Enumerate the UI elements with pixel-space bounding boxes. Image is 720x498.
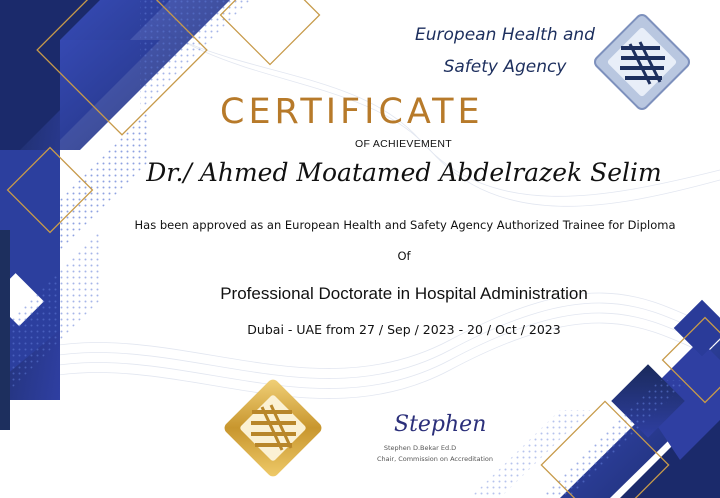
of-text: Of <box>397 249 411 263</box>
top-left-decoration <box>0 0 319 430</box>
organization-name-line1: European Health and <box>415 25 595 45</box>
certificate-subtitle: OF ACHIEVEMENT <box>355 138 452 150</box>
signatory-name: Stephen D.Bekar Ed.D <box>383 444 457 452</box>
approval-statement: Has been approved as an European Health and Safety Agency Authorized Trainee for Diploma <box>134 218 676 232</box>
organization-name-line2: Safety Agency <box>443 57 567 77</box>
recipient-name: Dr./ Ahmed Moatamed Abdelrazek Selim <box>146 158 662 187</box>
program-name: Professional Doctorate in Hospital Administration <box>220 284 588 303</box>
location-and-dates: Dubai - UAE from 27 / Sep / 2023 - 20 / Oct / 2023 <box>247 322 561 337</box>
gold-seal-icon <box>222 377 324 479</box>
signature: Stephen <box>394 412 487 437</box>
signatory-role: Chair, Commission on Accreditation <box>376 455 494 463</box>
certificate-title: CERTIFICATE <box>220 92 484 132</box>
